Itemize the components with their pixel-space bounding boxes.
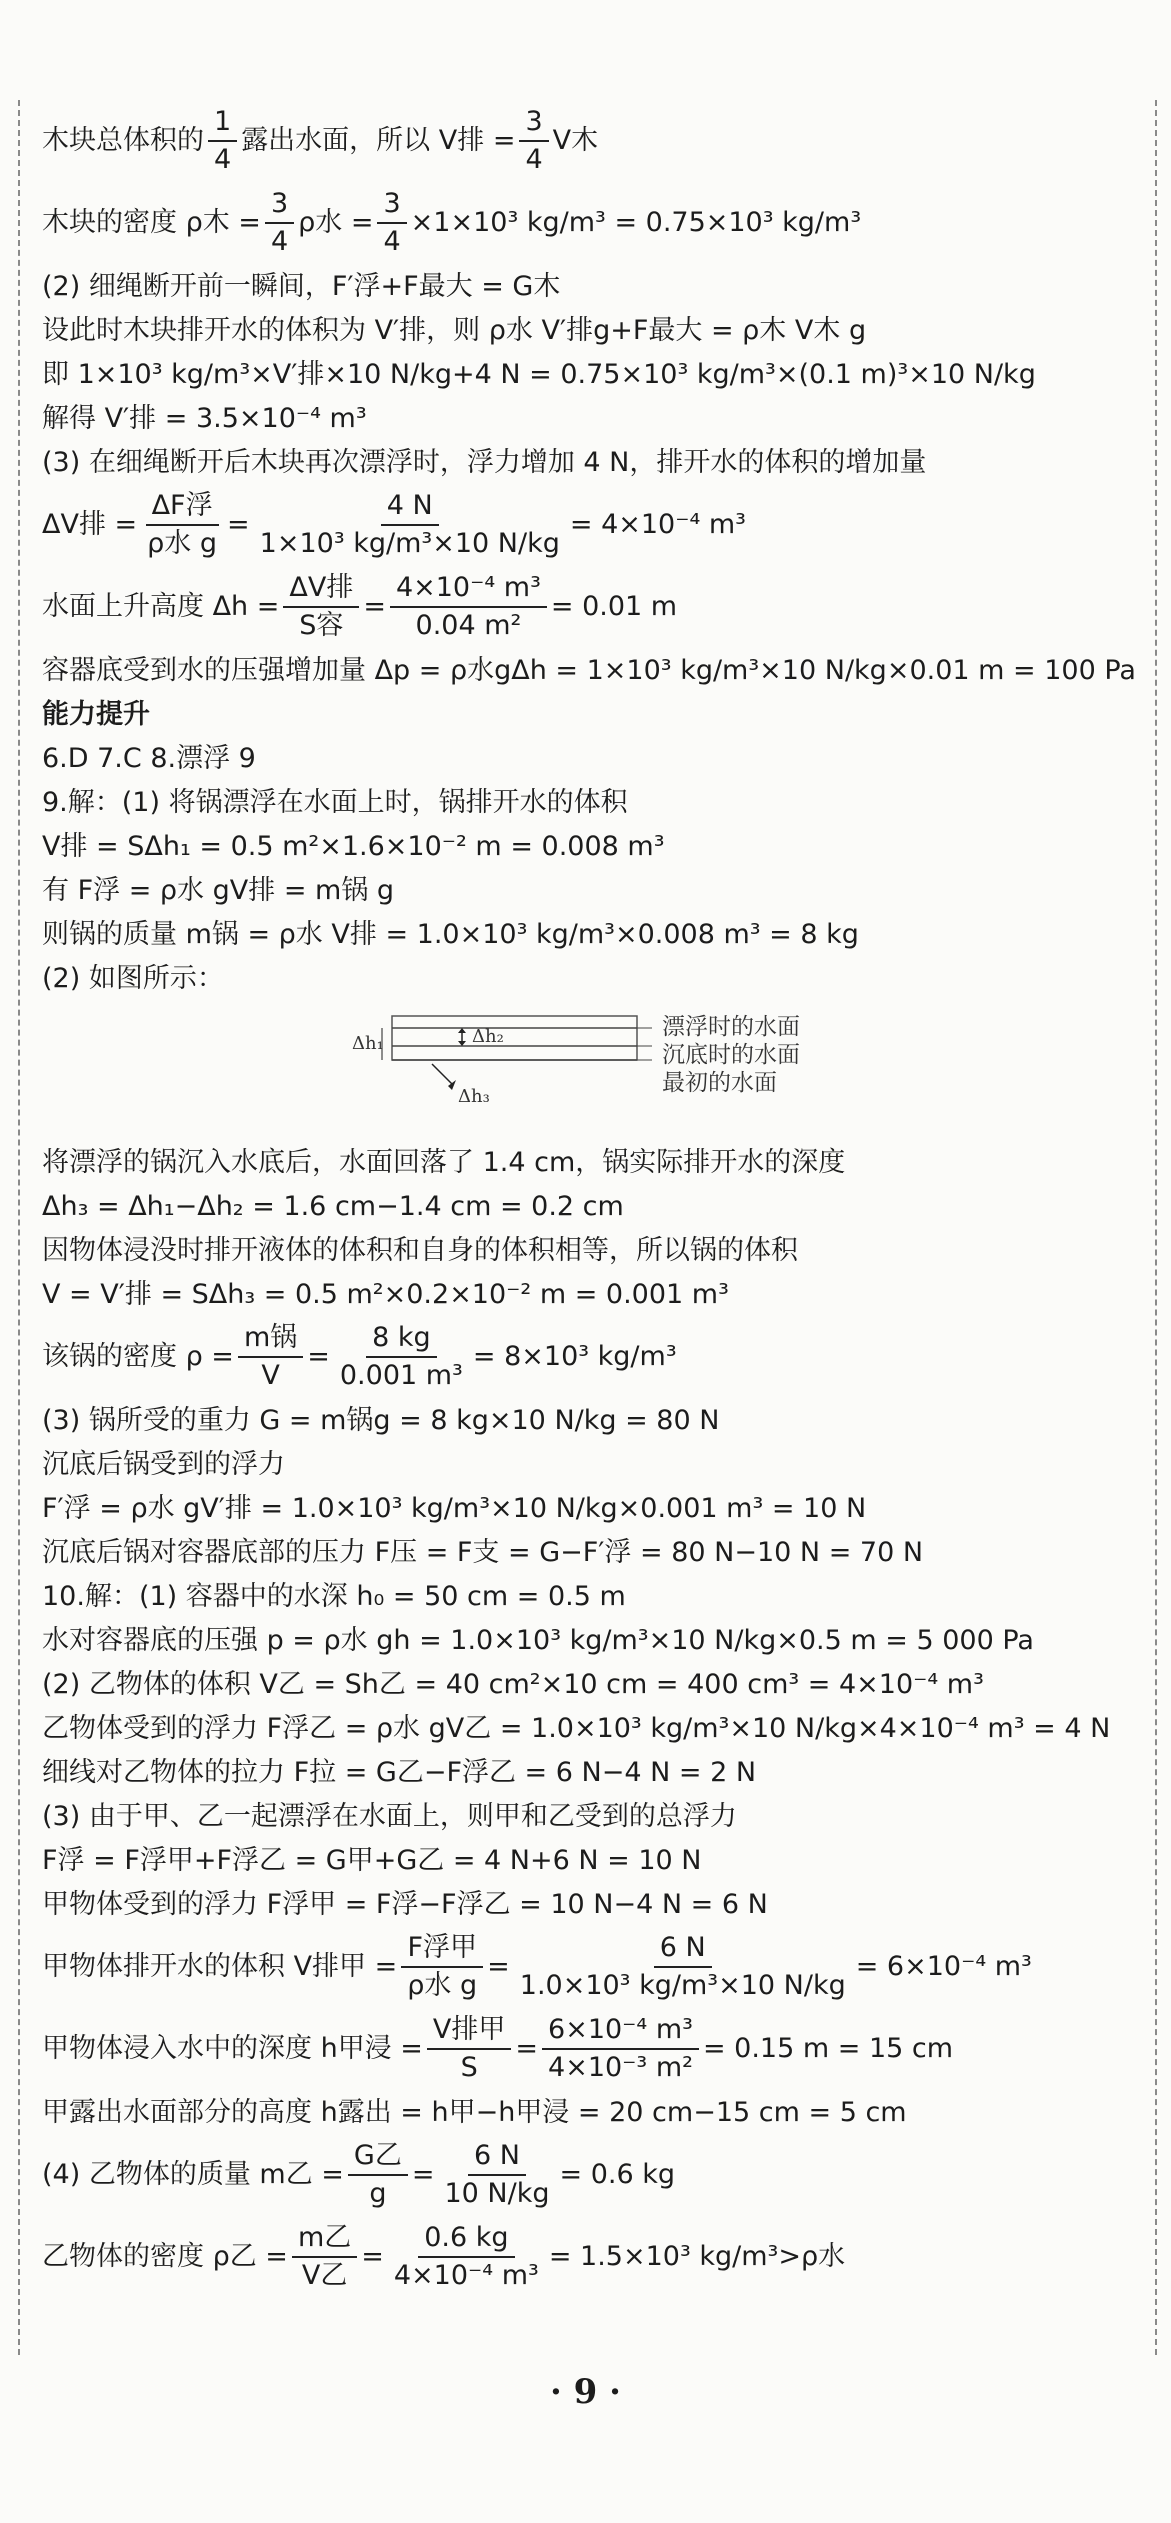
- dh1-label: Δh₁: [352, 1033, 384, 1054]
- solution-content: [42, 100, 1136, 2304]
- dh3-label: Δh₃: [458, 1086, 490, 1107]
- dh2-label: Δh₂: [472, 1026, 504, 1047]
- formula-prefix: 木块的密度 ρ木 =: [42, 207, 261, 238]
- formula-prefix: 甲物体浸入水中的深度 h甲浸 =: [42, 2033, 423, 2064]
- fraction-numerator: 4×10⁻⁴ m³: [390, 572, 547, 608]
- fraction-numerator: ΔV排: [283, 572, 359, 608]
- fraction-numerator: m乙: [292, 2222, 357, 2258]
- solution-line: 沉底后锅受到的浮力: [42, 1449, 285, 1480]
- formula-suffix: = 6×10⁻⁴ m³: [855, 1951, 1032, 1982]
- solution-line: Δh₃ = Δh₁−Δh₂ = 1.6 cm−1.4 cm = 0.2 cm: [42, 1191, 624, 1222]
- formula-middle: =: [515, 2033, 539, 2064]
- formula-prefix: 乙物体的密度 ρ乙 =: [42, 2241, 288, 2272]
- fraction-denominator: V: [261, 1360, 280, 1391]
- formula-middle: =: [361, 2241, 384, 2272]
- fraction-denominator: ρ水 g: [147, 528, 218, 559]
- solution-line: V = V′排 = SΔh₃ = 0.5 m²×0.2×10⁻² m = 0.001 m³: [42, 1279, 729, 1310]
- formula-prefix: (4) 乙物体的质量 m乙 =: [42, 2159, 344, 2190]
- solution-block-a: [42, 106, 1136, 688]
- figure-label-initial: 最初的水面: [662, 1070, 777, 1096]
- figure-label-float: 漂浮时的水面: [662, 1014, 800, 1040]
- formula-middle: ρ水 =: [298, 207, 374, 238]
- solution-block-b: [42, 742, 1127, 996]
- formula-prefix: 木块总体积的: [42, 125, 204, 156]
- fraction-numerator: m锅: [238, 1322, 303, 1358]
- formula-line: [42, 106, 1127, 176]
- fraction: [238, 1322, 303, 1392]
- pot-outline: [392, 1016, 637, 1060]
- fraction-denominator: 0.04 m²: [415, 610, 522, 641]
- fraction-denominator: 4: [214, 144, 232, 175]
- formula-suffix: = 0.01 m: [550, 591, 678, 622]
- solution-line: (3) 锅所受的重力 G = m锅g = 8 kg×10 N/kg = 80 N: [42, 1405, 720, 1436]
- formula-line: [42, 1932, 1127, 2002]
- solution-line: 解得 V′排 = 3.5×10⁻⁴ m³: [42, 403, 367, 434]
- solution-line: (2) 如图所示：: [42, 963, 224, 994]
- fraction-numerator: 6 N: [654, 1932, 712, 1968]
- fraction-numerator: 6×10⁻⁴ m³: [542, 2014, 699, 2050]
- fraction-denominator: 4: [525, 144, 543, 175]
- fraction-numerator: 3: [377, 188, 406, 224]
- formula-line: [42, 188, 1127, 258]
- section-title: 能力提升: [42, 699, 150, 730]
- fraction: [377, 188, 406, 258]
- fraction: [292, 2222, 357, 2292]
- formula-prefix: 该锅的密度 ρ =: [42, 1341, 234, 1372]
- fraction-numerator: F浮甲: [401, 1932, 483, 1968]
- fraction: [334, 1322, 469, 1392]
- formula-line: [42, 2222, 1127, 2292]
- fraction-numerator: 8 kg: [366, 1322, 437, 1358]
- fraction: [390, 572, 547, 642]
- formula-middle: =: [227, 509, 250, 540]
- fraction-numerator: 0.6 kg: [418, 2222, 514, 2258]
- solution-line: V排 = SΔh₁ = 0.5 m²×1.6×10⁻² m = 0.008 m³: [42, 831, 665, 862]
- fraction-numerator: 3: [265, 188, 294, 224]
- solution-line: 有 F浮 = ρ水 gV排 = m锅 g: [42, 875, 395, 906]
- solution-line: 9.解：(1) 将锅漂浮在水面上时，锅排开水的体积: [42, 787, 628, 818]
- fraction: [519, 106, 548, 176]
- dh3-arrow: [432, 1064, 452, 1084]
- solution-line: 设此时木块排开水的体积为 V′排，则 ρ水 V′排g+F最大 = ρ木 V木 g: [42, 315, 867, 346]
- solution-line: 甲物体受到的浮力 F浮甲 = F浮−F浮乙 = 10 N−4 N = 6 N: [42, 1889, 768, 1920]
- solution-line: 细线对乙物体的拉力 F拉 = G乙−F浮乙 = 6 N−4 N = 2 N: [42, 1757, 757, 1788]
- formula-middle: =: [363, 591, 386, 622]
- formula-line: [42, 1322, 1127, 1392]
- solution-line: 则锅的质量 m锅 = ρ水 V排 = 1.0×10³ kg/m³×0.008 m³ = 8 kg: [42, 919, 859, 950]
- fraction-denominator: V乙: [301, 2260, 348, 2291]
- fraction-denominator: 4×10⁻³ m²: [548, 2052, 693, 2083]
- formula-line: [42, 2140, 1127, 2210]
- formula-prefix: 甲物体排开水的体积 V排甲 =: [42, 1951, 398, 1982]
- solution-line: (3) 在细绳断开后木块再次漂浮时，浮力增加 4 N，排开水的体积的增加量: [42, 447, 927, 478]
- fraction-denominator: 10 N/kg: [444, 2178, 550, 2209]
- formula-suffix: = 1.5×10³ kg/m³>ρ水: [548, 2241, 846, 2272]
- right-dashed-border: [1155, 100, 1157, 2355]
- fraction-denominator: S: [460, 2052, 478, 2083]
- solution-line: F浮 = F浮甲+F浮乙 = G甲+G乙 = 4 N+6 N = 10 N: [42, 1845, 702, 1876]
- fraction-numerator: 4 N: [381, 490, 439, 526]
- formula-suffix: = 0.15 m = 15 cm: [702, 2033, 954, 2064]
- fraction-denominator: S容: [299, 610, 344, 641]
- formula-suffix: = 0.6 kg: [559, 2159, 676, 2190]
- page-number: · 9 ·: [549, 2372, 621, 2412]
- fraction-denominator: g: [369, 2178, 387, 2209]
- fraction: [254, 490, 566, 560]
- solution-line: 因物体浸没时排开液体的体积和自身的体积相等，所以锅的体积: [42, 1235, 798, 1266]
- formula-middle: =: [411, 2159, 435, 2190]
- fraction: [438, 2140, 555, 2210]
- solution-line: (2) 细绳断开前一瞬间，F′浮+F最大 = G木: [42, 271, 561, 302]
- formula-middle: =: [307, 1341, 330, 1372]
- fraction-numerator: G乙: [348, 2140, 408, 2176]
- solution-line: 沉底后锅对容器底部的压力 F压 = F支 = G−F′浮 = 80 N−10 N = 70 N: [42, 1537, 924, 1568]
- solution-line: 容器底受到水的压强增加量 Δp = ρ水gΔh = 1×10³ kg/m³×10 N/kg×0.01 m = 100 Pa: [42, 655, 1136, 686]
- fraction-numerator: 6 N: [468, 2140, 526, 2176]
- fraction-denominator: 0.001 m³: [339, 1360, 463, 1391]
- solution-line: (3) 由于甲、乙一起漂浮在水面上，则甲和乙受到的总浮力: [42, 1801, 737, 1832]
- fraction: [348, 2140, 408, 2210]
- solution-line: 6.D 7.C 8.漂浮 9: [42, 743, 256, 774]
- fraction-denominator: ρ水 g: [407, 1970, 478, 2001]
- solution-line: 甲露出水面部分的高度 h露出 = h甲−h甲浸 = 20 cm−15 cm = 5 cm: [42, 2097, 907, 2128]
- formula-prefix: ΔV排 =: [42, 509, 138, 540]
- fraction-denominator: 4: [270, 226, 289, 257]
- left-dashed-border: [18, 100, 20, 2355]
- fraction: [265, 188, 294, 258]
- formula-middle: 露出水面，所以 V排 =: [241, 125, 516, 156]
- fraction: [388, 2222, 545, 2292]
- formula-line: [42, 2014, 1127, 2084]
- fraction: [283, 572, 359, 642]
- formula-suffix: V木: [552, 125, 599, 156]
- fraction-denominator: 1.0×10³ kg/m³×10 N/kg: [519, 1970, 846, 2001]
- solution-line: 将漂浮的锅沉入水底后，水面回落了 1.4 cm，锅实际排开水的深度: [42, 1147, 846, 1178]
- solution-line: 即 1×10³ kg/m³×V′排×10 N/kg+4 N = 0.75×10³ kg/m³×(0.1 m)³×10 N/kg: [42, 359, 1036, 390]
- fraction-denominator: 1×10³ kg/m³×10 N/kg: [259, 528, 560, 559]
- solution-line: 乙物体受到的浮力 F浮乙 = ρ水 gV乙 = 1.0×10³ kg/m³×10 N/kg×4×10⁻⁴ m³ = 4 N: [42, 1713, 1111, 1744]
- formula-suffix: ×1×10³ kg/m³ = 0.75×10³ kg/m³: [410, 207, 862, 238]
- fraction-numerator: 1: [208, 106, 237, 142]
- fraction: [208, 106, 237, 176]
- fraction: [427, 2014, 511, 2084]
- fraction-numerator: 3: [519, 106, 548, 142]
- formula-line: [42, 490, 1127, 560]
- solution-line: (2) 乙物体的体积 V乙 = Sh乙 = 40 cm²×10 cm = 400 cm³ = 4×10⁻⁴ m³: [42, 1669, 984, 1700]
- solution-line: 10.解：(1) 容器中的水深 h₀ = 50 cm = 0.5 m: [42, 1581, 626, 1612]
- fraction: [514, 1932, 852, 2002]
- formula-line: [42, 572, 1127, 642]
- solution-block-c: [42, 1146, 1127, 2292]
- water-level-figure: [42, 1006, 1127, 1136]
- figure-label-sink: 沉底时的水面: [662, 1042, 800, 1068]
- fraction: [141, 490, 223, 560]
- formula-prefix: 水面上升高度 Δh =: [42, 591, 280, 622]
- formula-suffix: = 8×10³ kg/m³: [472, 1341, 677, 1372]
- solution-line: 水对容器底的压强 p = ρ水 gh = 1.0×10³ kg/m³×10 N/kg×0.5 m = 5 000 Pa: [42, 1625, 1034, 1656]
- fraction-numerator: V排甲: [427, 2014, 511, 2050]
- fraction: [542, 2014, 699, 2084]
- fraction: [401, 1932, 483, 2002]
- formula-suffix: = 4×10⁻⁴ m³: [569, 509, 747, 540]
- fraction-denominator: 4×10⁻⁴ m³: [393, 2260, 539, 2291]
- solution-line: F′浮 = ρ水 gV′排 = 1.0×10³ kg/m³×10 N/kg×0.001 m³ = 10 N: [42, 1493, 867, 1524]
- fraction-numerator: ΔF浮: [146, 490, 219, 526]
- formula-middle: =: [487, 1951, 510, 1982]
- fraction-denominator: 4: [383, 226, 401, 257]
